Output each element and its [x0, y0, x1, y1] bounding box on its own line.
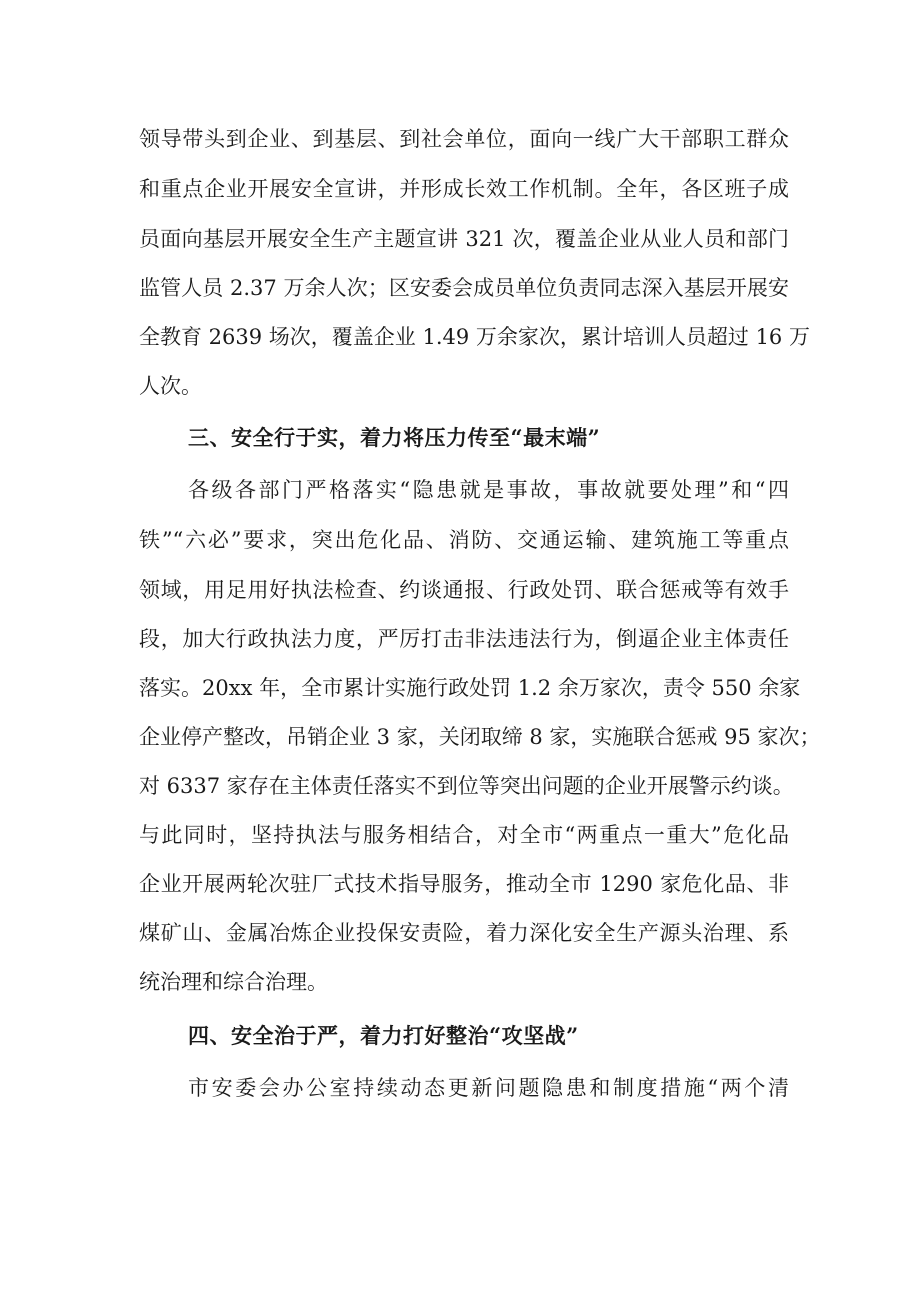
- paragraph-line: 监管人员 2.37 万余人次；区安委会成员单位负责同志深入基层开展安: [139, 276, 789, 300]
- paragraph-line: 和重点企业开展安全宣讲，并形成长效工作机制。全年，各区班子成: [139, 177, 789, 201]
- paragraph-line: 人次。: [139, 374, 202, 398]
- paragraph-line: 领域，用足用好执法检查、约谈通报、行政处罚、联合惩戒等有效手: [139, 578, 789, 602]
- paragraph-line: 与此同时，坚持执法与服务相结合，对全市“两重点一重大”危化品: [139, 823, 789, 847]
- paragraph-line: 全教育 2639 场次，覆盖企业 1.49 万余家次，累计培训人员超过 16 万: [139, 325, 810, 349]
- paragraph-line: 员面向基层开展安全生产主题宣讲 321 次，覆盖企业从业人员和部门: [139, 227, 789, 251]
- paragraph-line: 企业开展两轮次驻厂式技术指导服务，推动全市 1290 家危化品、非: [139, 872, 789, 896]
- paragraph-line: 煤矿山、金属冶炼企业投保安责险，着力深化安全生产源头治理、系: [139, 921, 789, 945]
- section-heading: 四、安全治于严，着力打好整治“攻坚战”: [188, 1023, 579, 1048]
- paragraph-line: 段，加大行政执法力度，严厉打击非法违法行为，倒逼企业主体责任: [139, 627, 789, 651]
- section-heading: 三、安全行于实，着力将压力传至“最末端”: [188, 425, 601, 450]
- paragraph-line: 领导带头到企业、到基层、到社会单位，面向一线广大干部职工群众: [139, 127, 789, 151]
- paragraph-line: 市安委会办公室持续动态更新问题隐患和制度措施“两个清: [188, 1076, 789, 1100]
- paragraph-line: 铁”“六必”要求，突出危化品、消防、交通运输、建筑施工等重点: [139, 528, 789, 552]
- paragraph-line: 各级各部门严格落实“隐患就是事故，事故就要处理”和“四: [188, 478, 789, 502]
- paragraph-line: 统治理和综合治理。: [139, 970, 328, 994]
- paragraph-line: 对 6337 家存在主体责任落实不到位等突出问题的企业开展警示约谈。: [139, 774, 794, 798]
- paragraph-line: 企业停产整改，吊销企业 3 家，关闭取缔 8 家，实施联合惩戒 95 家次；: [139, 725, 821, 749]
- paragraph-line: 落实。20xx 年，全市累计实施行政处罚 1.2 余万家次，责令 550 余家: [139, 676, 801, 700]
